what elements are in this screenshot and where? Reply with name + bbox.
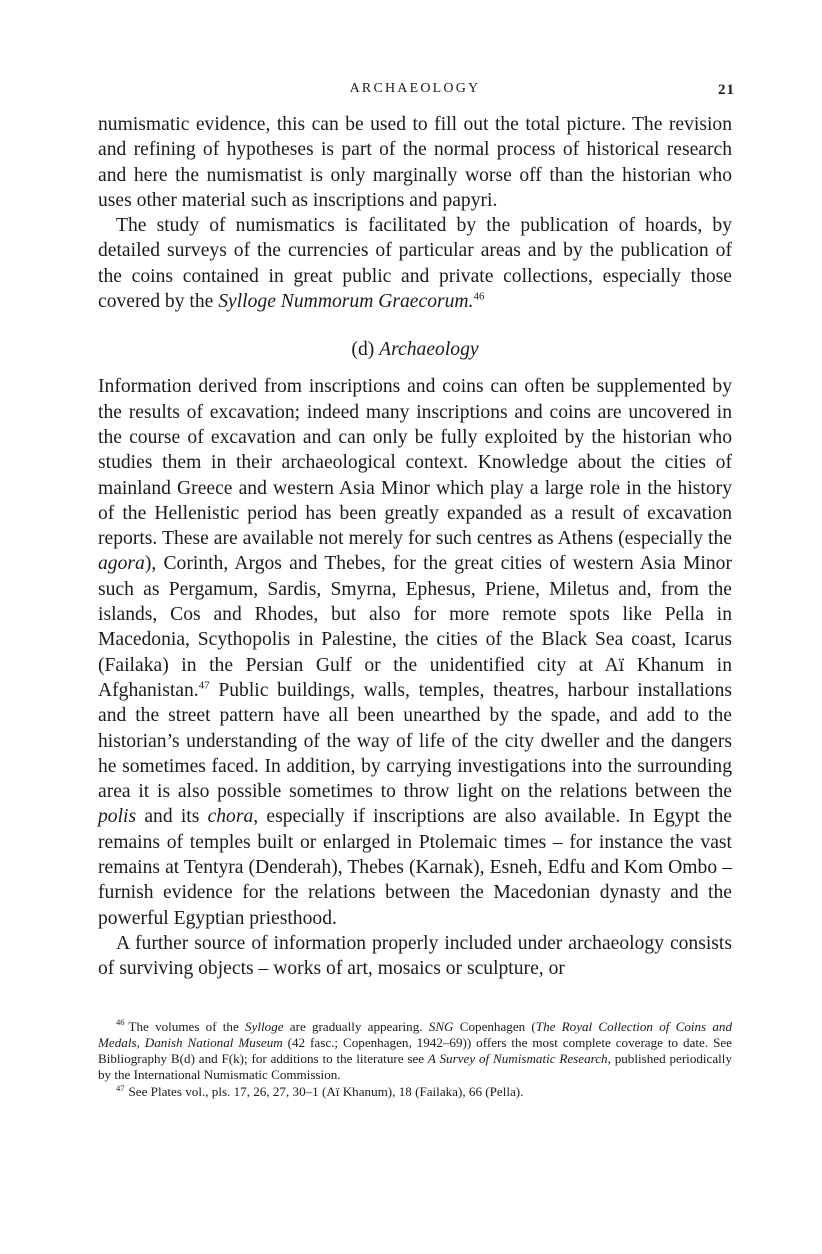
main-text	[98, 112, 732, 982]
note-ref-47: 47	[198, 679, 210, 692]
paragraph-text: and its	[136, 806, 208, 828]
footnote-text: The volumes of the	[128, 1018, 246, 1034]
footnotes	[98, 1019, 732, 1101]
book-page	[98, 78, 735, 1101]
running-header	[98, 78, 735, 104]
paragraph-study-of-numismatics	[98, 213, 732, 314]
running-title: ARCHAEOLOGY	[349, 81, 481, 96]
footnote-text: (42 fasc.; Copenhagen, 1942–69)) offers the most complete coverage to date. See Bibliography B(d) and F(k); for additions to the literature see	[98, 1034, 732, 1066]
term-polis: polis	[98, 806, 137, 828]
paragraph-text: , especially if inscriptions are also available. In Egypt the remains of temples built or enlarged in Ptolemaic times – for instance the vast remains at Tentyra (Denderah), Thebes (Karnak), Esneh, Edfu and Kom Ombo – furnish evidence for the relations between the Macedonian dynasty and the powerful Egyptian priesthood.	[98, 806, 732, 929]
footnote-marker: 47	[116, 1082, 125, 1093]
paragraph-text: ), Corinth, Argos and Thebes, for the great cities of western Asia Minor such as Pergamum, Sardis, Smyrna, Ephesus, Priene, Miletus and, from the islands, Cos and Rhodes, but also for more remote spots like Pella in Macedonia, Scythopolis in Palestine, the cities of the Black Sea coast, Icarus (Failaka) in the Persian Gulf or the unidentified city at Aï Khanum in Afghanistan.	[98, 553, 732, 701]
paragraph-text: The study of numismatics is facilitated by the publication of hoards, by detailed surveys of the currencies of particular areas and by the publication of the coins contained in great public and private collections, especially those covered by the	[98, 215, 732, 313]
section-heading	[98, 337, 732, 362]
sylloge-title: Sylloge Nummorum Graecorum.	[218, 291, 474, 313]
paragraph-text: Information derived from inscriptions and coins can often be supplemented by the results of excavation; indeed many inscriptions and coins are uncovered in the course of excavation and can only be fully exploited by the historian who studies them in their archaeological context. Knowledge about the cities of mainland Greece and western Asia Minor which play a large role in the history of the Hellenistic period has been greatly expanded as a result of excavation reports. These are available not merely for such centres as Athens (especially the	[98, 376, 732, 550]
footnote-italic: SNG	[428, 1018, 454, 1034]
footnote-italic: Sylloge	[245, 1018, 284, 1034]
paragraph-excavation	[98, 374, 732, 931]
footnote-italic: A Survey of Numismatic Research	[427, 1050, 608, 1066]
term-agora: agora	[98, 553, 145, 575]
section-title: Archaeology	[379, 339, 479, 361]
footnote-italic: The Royal Collection of Coins and Medals, Danish National Museum	[98, 1018, 733, 1050]
footnote-marker: 46	[116, 1017, 125, 1028]
footnote-text: Copenhagen (	[453, 1018, 536, 1034]
footnote-47	[98, 1084, 732, 1100]
page-number: 21	[718, 82, 735, 98]
note-ref-46: 46	[473, 290, 485, 303]
footnote-46	[98, 1019, 732, 1084]
paragraph-surviving-objects: A further source of information properly included under archaeology consists of surviving objects – works of art, mosaics or sculpture, or	[98, 932, 732, 980]
footnote-text: , published periodically by the International Numismatic Commission.	[98, 1050, 732, 1083]
footnote-text: are gradually appearing.	[283, 1018, 429, 1034]
footnote-text: See Plates vol., pls. 17, 26, 27, 30–1 (Aï Khanum), 18 (Failaka), 66 (Pella).	[128, 1084, 524, 1100]
paragraph-text: Public buildings, walls, temples, theatres, harbour installations and the street pattern have all been unearthed by the spade, and add to the historian’s understanding of the way of life of the city dweller and the dangers he sometimes faced. In addition, by carrying investigations into the surrounding area it is also possible sometimes to throw light on the relations between the	[98, 679, 732, 803]
term-chora: chora	[207, 806, 254, 828]
section-letter: (d)	[351, 339, 380, 361]
paragraph-numismatic-evidence: numismatic evidence, this can be used to fill out the total picture. The revision and refining of hypotheses is part of the normal process of historical research and here the numismatist is only marginally worse off than the historian who uses other material such as inscriptions and papyri.	[98, 114, 732, 211]
